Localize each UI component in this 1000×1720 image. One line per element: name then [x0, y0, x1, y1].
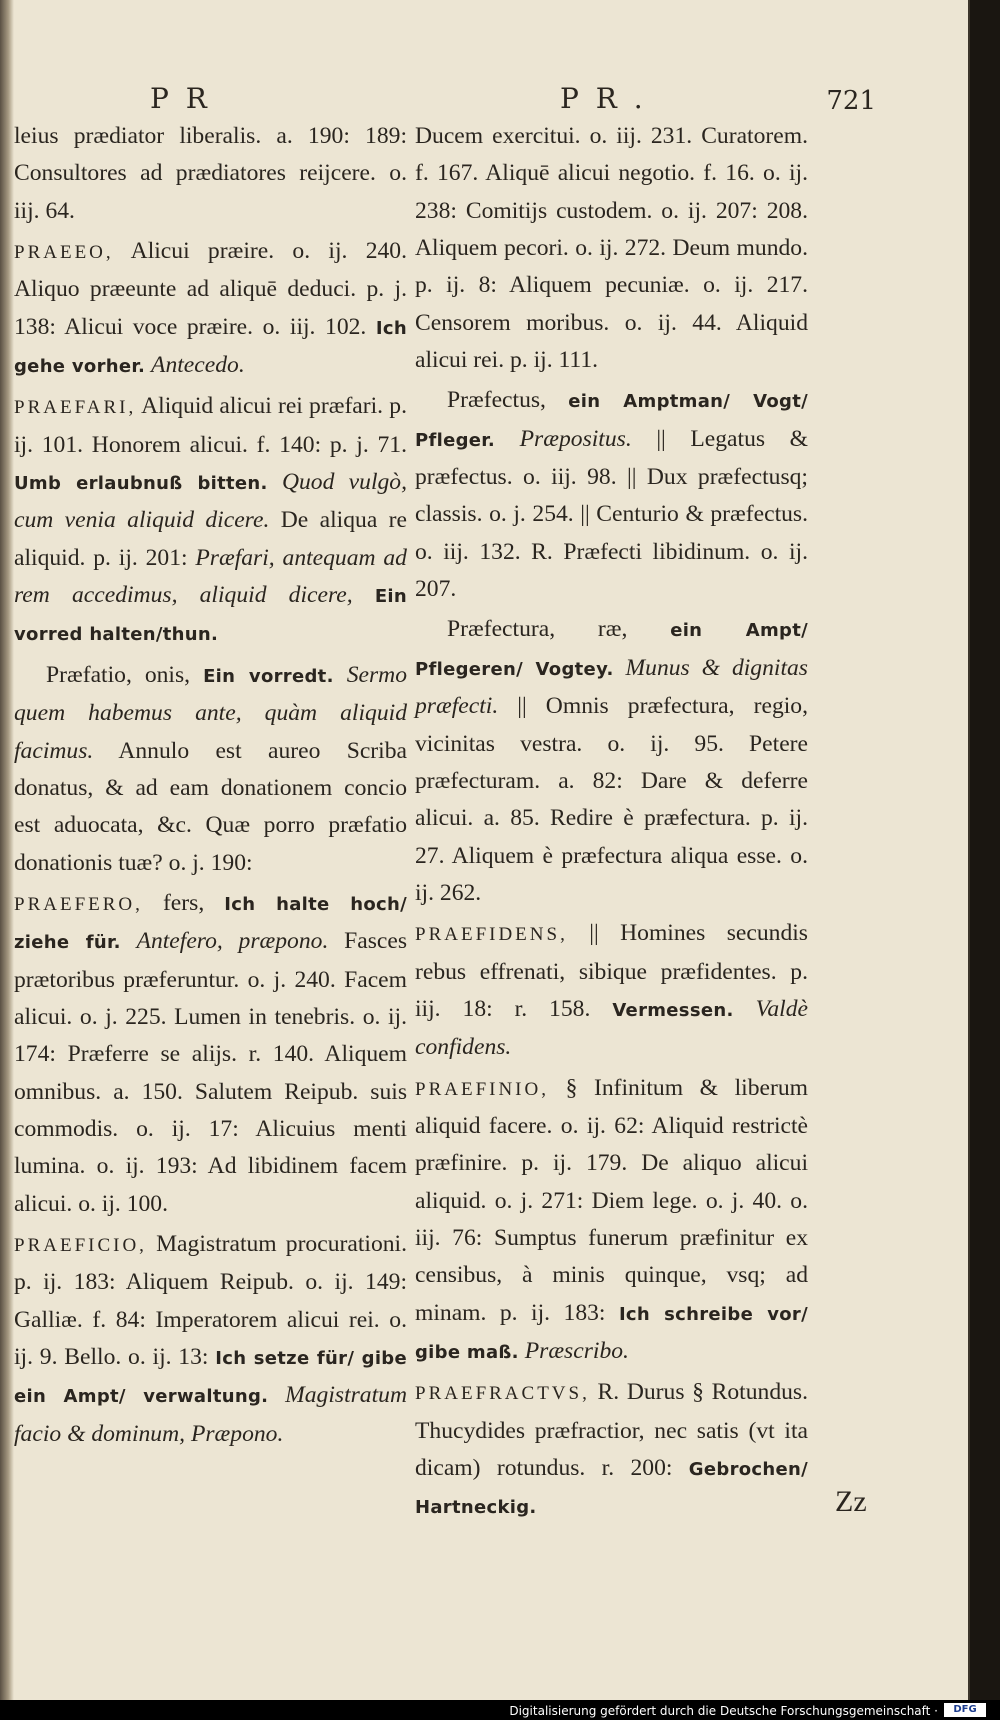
entry-german-gloss: Gebrochen/ Hartneckig. — [415, 1459, 808, 1519]
entry-lemma: PRAEFINIO, — [415, 1078, 549, 1100]
dictionary-entry — [415, 611, 808, 912]
entry-german-gloss: Ich halte hoch/ ziehe für. — [14, 893, 407, 954]
entry-lemma: PRAEFRACTVS, — [415, 1383, 590, 1405]
entry-german-gloss: Ich schreibe vor/ gibe maß. — [415, 1303, 808, 1363]
dictionary-entry — [415, 382, 808, 608]
page-gutter — [0, 0, 14, 1700]
entry-text: leius prædiator liberalis. a. 190: 189: Consultores ad prædiatores reijcere. o. iij. 64. — [14, 123, 407, 224]
entry-text-continued: Fasces prætoribus præferuntur. o. j. 240. Facem alicui. o. j. 225. Lumen in tenebris. o. ij. 174: Præferre se alijs. r. 140. Aliquem omnibus. a. 150. Salutem Reipub. suis commodis. o. ij. 17: Alicuius menti lumina. o. ij. 193: Ad libidinem facem alicui. o. ij. 100. — [14, 928, 407, 1217]
entry-lemma: PRAEFERO, — [14, 893, 143, 915]
entry-latin-definition: Antefero, præpono. — [136, 928, 329, 955]
page-number: 721 — [826, 86, 876, 116]
entry-latin-definition: Valdè confidens. — [415, 995, 808, 1061]
entry-german-gloss: ein Ampt/ Pflegeren/ Vogtey. — [415, 620, 808, 680]
entry-text: Ducem exercitui. o. iij. 231. Curatorem. f. 167. Aliquē alicui negotio. f. 16. o. ij. 238: Comitijs custodem. o. ij. 207: 208. Aliquem pecori. o. ij. 272. Deum mundo. p. ij. 8: Aliquem pecuniæ. o. ij. 217. Censorem moribus. o. ij. 44. Aliquid alicui rei. p. ij. 111. — [415, 123, 808, 374]
entry-latin-definition: Antecedo. — [151, 352, 245, 379]
catchword: Zz — [835, 1485, 867, 1518]
entry-latin-definition: Præscribo. — [524, 1338, 629, 1364]
dfg-logo: DFG — [944, 1703, 986, 1717]
entry-text: Præfectus, — [447, 387, 546, 414]
entry-text-continued: || Omnis præfectura, regio, vicinitas vestra. o. ij. 95. Petere præfecturam. a. 82: Dare & deferre alicui. a. 85. Redire è præfectura. p. ij. 27. Aliquem è præfectura aliqua esse. o. ij. 262. — [415, 693, 808, 906]
dictionary-entry — [14, 885, 407, 1223]
dictionary-entry — [415, 915, 808, 1066]
entry-lemma: PRAEFICIO, — [14, 1234, 147, 1256]
dictionary-entry — [415, 1374, 808, 1526]
entry-german-gloss: Vermessen. — [612, 999, 734, 1021]
entry-latin-definition: Præpositus. — [519, 425, 632, 452]
running-head-left: P R — [150, 82, 211, 115]
entry-text: || Homines secundis rebus effrenati, sibique præfidentes. p. iij. 18: r. 158. — [415, 920, 808, 1022]
entry-text-continued: De aliqua re aliquid. p. ij. 201: — [14, 507, 407, 571]
entry-text: Præfectura, ræ, — [447, 616, 628, 643]
dictionary-entry — [14, 233, 407, 385]
entry-text: Præfatio, onis, — [46, 661, 191, 688]
entry-german-gloss: Ich gehe vorher. — [14, 317, 407, 378]
entry-lemma: PRAEEO, — [14, 242, 114, 264]
dictionary-entry — [14, 388, 407, 653]
entry-lemma: PRAEFARI, — [14, 397, 137, 419]
left-column — [14, 118, 407, 1456]
running-head-right: P R . — [560, 82, 647, 115]
entry-latin-definition: Sermo quem habemus ante, quàm aliquid facimus. — [14, 661, 408, 764]
right-column — [415, 118, 808, 1530]
entry-german-gloss: Umb erlaubnuß bitten. — [14, 473, 268, 495]
dictionary-entry — [14, 657, 407, 882]
dictionary-entry — [14, 118, 407, 230]
entry-german-gloss: Ein vorredt. — [203, 665, 334, 687]
footer-bar — [0, 1700, 1000, 1720]
entry-latin-definition: Magistratum facio & dominum, Præpono. — [14, 1382, 407, 1447]
entry-text: § Infinitum & liberum aliquid facere. o. ij. 62: Aliquid restrictè præfinire. p. ij. 179. De aliquo alicui aliquid. o. j. 271: Diem lege. o. j. 40. o. iij. 76: Sumptus funerum præfinitur ex censibus, à minis quinque, vsq; ad minam. p. ij. 183: — [415, 1074, 808, 1326]
entry-text: Magistratum procurationi. p. ij. 183: Aliquem Reipub. o. ij. 149: Galliæ. f. 84: Imperatorem alicui rei. o. ij. 9. Bello. o. ij. 13: — [14, 1230, 407, 1370]
entry-latin-definition-2: Præfari, antequam ad rem accedimus, aliquid dicere, — [14, 544, 407, 609]
entry-german-gloss: Ich setze für/ gibe ein Ampt/ verwaltung. — [14, 1348, 407, 1408]
entry-german-gloss: ein Amptman/ Vogt/ Pfleger. — [415, 391, 808, 451]
entry-text-continued: Annulo est aureo Scriba donatus, & ad eam donationem concio est aduocata, &c. Quæ porro præfatio donationis tuæ? o. j. 190: — [14, 737, 407, 876]
entry-latin-definition: Quod vulgò, cum venia aliquid dicere. — [14, 469, 407, 534]
entry-german-gloss-2: Ein vorred halten/thun. — [14, 586, 407, 646]
entry-lemma: PRAEFIDENS, — [415, 924, 568, 946]
entry-text: fers, — [162, 889, 205, 916]
entry-text-continued: || Legatus & præfectus. o. iij. 98. || Dux præfectusq; classis. o. j. 254. || Centurio & præfectus. o. iij. 132. R. Præfecti libidinum. o. ij. 207. — [415, 425, 808, 603]
entry-latin-definition: Munus & dignitas præfecti. — [415, 654, 808, 720]
entry-text: R. Durus § Rotundus. Thucydides præfractior, nec satis (vt ita dicam) rotundus. r. 200: — [415, 1379, 808, 1482]
footer-credit: Digitalisierung gefördert durch die Deutsche Forschungsgemeinschaft · — [509, 1704, 938, 1718]
dictionary-entry — [415, 1070, 808, 1372]
entry-text: Aliquid alicui rei præfari. p. ij. 101. Honorem alicui. f. 140: p. j. 71. — [14, 393, 407, 458]
dictionary-entry — [415, 118, 808, 379]
entry-text: Alicui præire. o. ij. 240. Aliquo præeunte ad aliquē deduci. p. j. 138: Alicui voce præire. o. iij. 102. — [14, 238, 407, 340]
dictionary-entry — [14, 1226, 407, 1453]
